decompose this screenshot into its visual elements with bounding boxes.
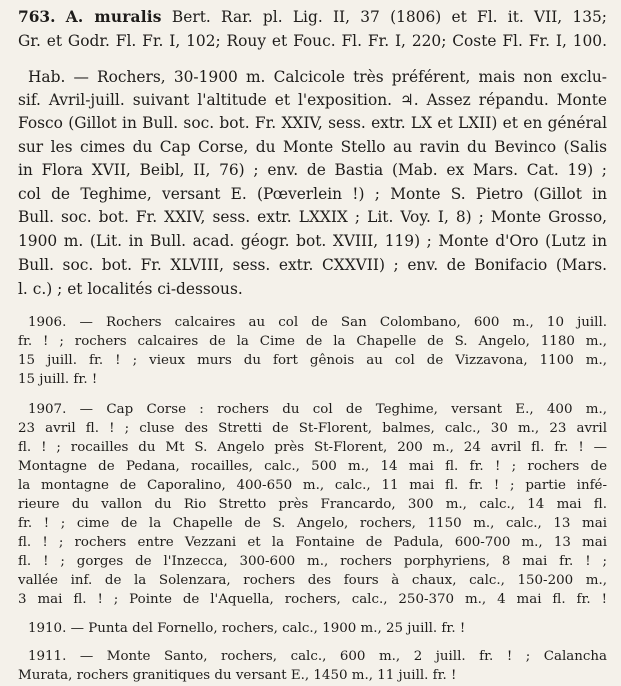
entry-line-1: 763. A. muralis Bert. Rar. pl. Lig. II, 37 (1806) et Fl. it. VII, 135; — [18, 8, 607, 26]
entry-line-10: 1900 m. (Lit. in Bull. acad. géogr. bot. XVIII, 119) ; Monte d'Oro (Lutz in — [18, 232, 607, 250]
obs-1911-line-2: Murata, rochers granitiques du versant E., 1450 m., 11 juill. fr. ! — [18, 668, 457, 683]
obs-1907-line-9: fl. ! ; gorges de l'Inzecca, 300-600 m., rochers porphyriens, 8 mai fr. ! ; — [18, 554, 607, 569]
obs-1906-line-2: fr. ! ; rochers calcaires de la Cime de la Chapelle de S. Angelo, 1180 m., — [18, 334, 607, 349]
obs-1907-line-4: Montagne de Pedana, rocailles, calc., 500 m., 14 mai fl. fr. ! ; rochers de — [18, 459, 607, 474]
entry-line-2: Gr. et Godr. Fl. Fr. I, 102; Rouy et Fouc. Fl. Fr. I, 220; Coste Fl. Fr. I, 100. — [18, 32, 607, 50]
obs-1906-line-4: 15 juill. fr. ! — [18, 372, 98, 387]
entry-line-7: in Flora XVII, Beibl, II, 76) ; env. de Bastia (Mab. ex Mars. Cat. 19) ; — [18, 161, 607, 179]
entry-line-3: Hab. — Rochers, 30-1900 m. Calcicole très préférent, mais non exclu- — [28, 68, 607, 86]
species-name: A. muralis — [65, 8, 162, 26]
obs-1907-line-3: fl. ! ; rocailles du Mt S. Angelo près St-Florent, 200 m., 24 avril fl. fr. ! — — [18, 440, 607, 455]
obs-1906-line-1: 1906. — Rochers calcaires au col de San Colombano, 600 m., 10 juill. — [28, 315, 607, 330]
obs-1906-line-3: 15 juill. fr. ! ; vieux murs du fort gênois au col de Vizzavona, 1100 m., — [18, 353, 607, 368]
entry-line-11: Bull. soc. bot. Fr. XLVIII, sess. extr. CXXVII) ; env. de Bonifacio (Mars. — [18, 256, 607, 274]
obs-1907-line-2: 23 avril fl. ! ; cluse des Stretti de St-Florent, balmes, calc., 30 m., 23 avril — [18, 421, 607, 436]
entry-line-6: sur les cimes du Cap Corse, du Monte Stello au ravin du Bevinco (Salis — [18, 138, 607, 156]
entry-line-9: Bull. soc. bot. Fr. XXIV, sess. extr. LXXIX ; Lit. Voy. I, 8) ; Monte Grosso, — [18, 208, 607, 226]
entry-line-8: col de Teghime, versant E. (Pœverlein !) ; Monte S. Pietro (Gillot in — [18, 185, 607, 203]
obs-1911-line-1: 1911. — Monte Santo, rochers, calc., 600 m., 2 juill. fr. ! ; Calancha — [28, 649, 607, 664]
entry-line-5: Fosco (Gillot in Bull. soc. bot. Fr. XXIV, sess. extr. LX et LXII) et en général — [18, 114, 607, 132]
entry-number: 763. — [18, 8, 56, 26]
obs-1907-line-10: vallée inf. de la Solenzara, rochers des fours à chaux, calc., 150-200 m., — [18, 573, 607, 588]
obs-1907-line-8: fl. ! ; rochers entre Vezzani et la Fontaine de Padula, 600-700 m., 13 mai — [18, 535, 607, 550]
obs-1910-line-1: 1910. — Punta del Fornello, rochers, calc., 1900 m., 25 juill. fr. ! — [28, 621, 466, 636]
obs-1907-line-1: 1907. — Cap Corse : rochers du col de Teghime, versant E., 400 m., — [28, 402, 607, 417]
entry-line-12: l. c.) ; et localités ci-dessous. — [18, 280, 243, 298]
obs-1907-line-7: fr. ! ; cime de la Chapelle de S. Angelo, rochers, 1150 m., calc., 13 mai — [18, 516, 607, 531]
obs-1907-line-11: 3 mai fl. ! ; Pointe de l'Aquella, rochers, calc., 250-370 m., 4 mai fl. fr. ! — [18, 592, 607, 607]
entry-line-4: sif. Avril-juill. suivant l'altitude et l'exposition. ♃. Assez répandu. Monte — [18, 91, 607, 109]
obs-1907-line-5: la montagne de Caporalino, 400-650 m., calc., 11 mai fl. fr. ! ; partie infé- — [18, 478, 607, 493]
obs-1907-line-6: rieure du vallon du Rio Stretto près Francardo, 300 m., calc., 14 mai fl. — [18, 497, 607, 512]
